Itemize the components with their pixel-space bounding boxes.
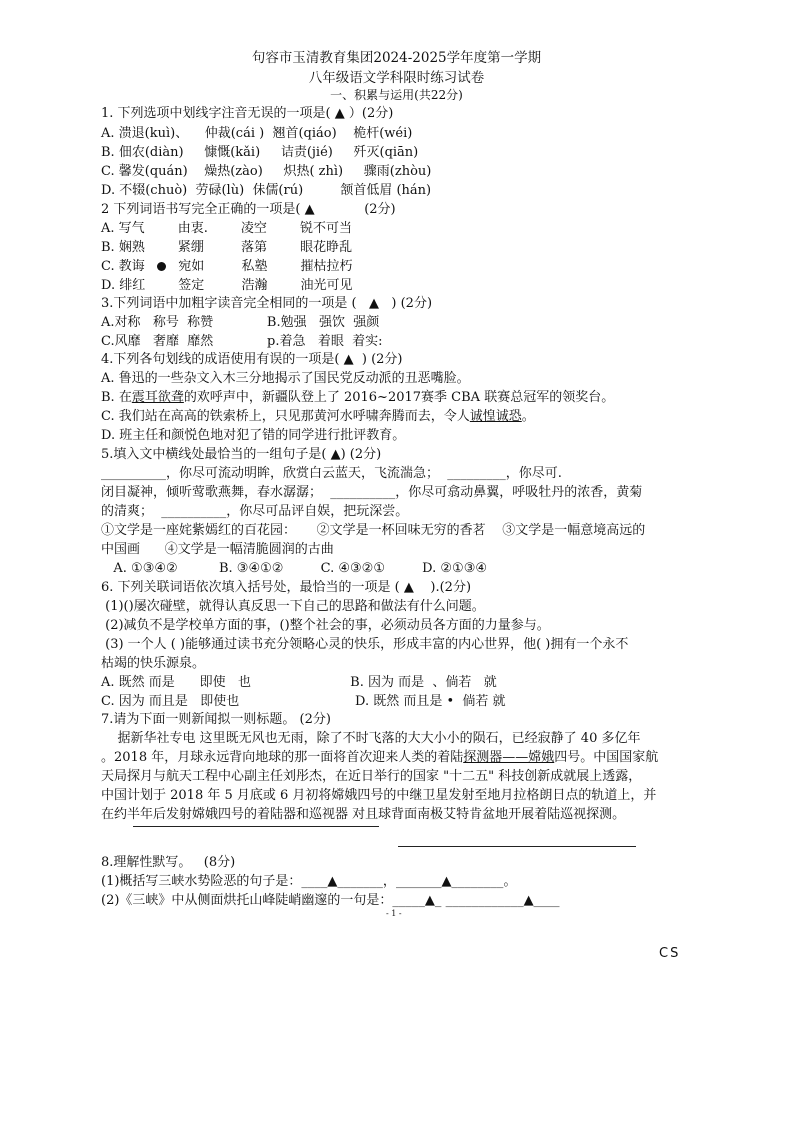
q1-option-c: C. 馨发(quán) 燥热(zào) 炽热( zhì) 骤雨(zhòu) <box>101 164 432 179</box>
q6-sentence-3: (3) 一个人 ( )能够通过读书充分领略心灵的快乐，形成丰富的内心世界，他( )拥有一个永不 <box>101 637 629 652</box>
q7-answer-line-2[interactable] <box>398 846 636 847</box>
q6-options-ab: A. 既然 而是 即使 也 B. 因为 而是 、倘若 就 <box>101 675 497 690</box>
q1-option-b: B. 佃农(diàn) 慷慨(kǎi) 诘责(jié) 歼灭(qiān) <box>101 145 419 160</box>
q7-l2-tail: 四号。中国国家航 <box>554 750 659 765</box>
q8-blank-3[interactable]: _____▲_ <box>392 893 442 908</box>
q4-b-idiom: 震耳欲聋 <box>131 390 184 405</box>
q5-line-4: ①文学是一座姹紫嫣红的百花园： ②文学是一杯回味无穷的香茗 ③文学是一幅意境高远的 <box>101 523 646 538</box>
q6-sentence-2: (2)减负不是学校单方面的事，()整个社会的事，必须动员各方面的力量参与。 <box>101 618 550 633</box>
q7-stem: 7.请为下面一则新闻拟一则标题。 (2分) <box>101 712 331 727</box>
q5-line-3: 的清爽； __________，你尽可品评自娱，把玩深尝。 <box>101 504 409 519</box>
q2-option-a: A. 写气 由衷. 凌空 锐不可当 <box>101 221 352 236</box>
q6-sentence-1: (1)()屡次碰壁，就得认真反思一下自己的思路和做法有什么问题。 <box>101 599 485 614</box>
scanner-watermark: CS <box>659 946 681 961</box>
q4-c-head: C. 我们站在高高的铁索桥上，只见那黄河水呼啸奔腾而去，令人 <box>101 409 470 424</box>
q4-option-d: D. 班主任和颜悦色地对犯了错的同学进行批评教育。 <box>101 428 406 443</box>
q4-stem: 4.下列各句划线的成语使用有误的一项是( ▲ ) (2分) <box>101 352 403 367</box>
q4-option-c <box>101 409 535 425</box>
q6-sentence-3-cont: 枯竭的快乐源泉。 <box>101 656 206 671</box>
q1-option-a: A. 溃退(kuì)、 仲裁(cái ) 翘首(qiáo) 桅杆(wéi) <box>101 126 413 141</box>
q8-blank-2[interactable]: _______▲________ <box>395 874 504 889</box>
q2-option-c-tail: 宛如 私塾 摧枯拉朽 <box>170 259 353 274</box>
bullet-dot-icon <box>157 262 166 271</box>
q7-news-line-2 <box>101 750 658 766</box>
q4-b-head: B. 在 <box>101 390 132 405</box>
q3-stem: 3.下列词语中加粗字读音完全相同的一项是 ( ▲ ) (2分) <box>101 296 433 311</box>
q7-l2-head: 。2018 年，月球永远背向地球的那一面将首次迎来人类的着陆 <box>101 750 464 765</box>
q2-stem: 2 下列词语书写完全正确的一项是( ▲ (2分) <box>101 202 396 217</box>
q4-c-tail: 。 <box>521 409 535 424</box>
q7-answer-line-1[interactable] <box>133 826 379 827</box>
q8-item-1-comma: ， <box>382 874 396 889</box>
exam-title-school: 句容市玉清教育集团2024-2025学年度第一学期 <box>251 50 542 66</box>
q8-blank-1[interactable]: ____▲_______ <box>301 874 383 889</box>
q5-line-5: 中国画 ④文学是一幅清脆圆润的古曲 <box>101 542 334 557</box>
q2-option-d: D. 绯红 签定 浩瀚 油光可见 <box>101 278 353 293</box>
q8-blank-4[interactable]: ____________▲____ <box>445 893 560 908</box>
q4-option-a: A. 鲁迅的一些杂文入木三分地揭示了国民党反动派的丑恶嘴脸。 <box>101 371 470 386</box>
q3-options-cd: C.风靡 奢靡 靡然 p.着急 着眼 着实: <box>101 334 383 349</box>
q5-line-1: __________，你尽可流动明眸，欣赏白云蓝天，飞流湍急； _________，你尽可. <box>101 466 562 481</box>
q8-item-1-end: 。 <box>503 874 517 889</box>
q7-news-line-4: 中国计划于 2018 年 5 月底或 6 月初将嫦娥四号的中继卫星发射至地月拉格朗日点的轨道上，并 <box>101 788 657 803</box>
q8-item-1 <box>101 874 516 890</box>
q6-options-cd: C. 因为 而且是 即使也 D. 既然 而且是 • 倘若 就 <box>101 694 506 709</box>
q3-options-ab: A.对称 称号 称赞 B.勉强 强饮 强颜 <box>101 315 380 330</box>
q1-option-d: D. 不辍(chuò) 劳碌(lù) 佅儒(rú) 颔首低眉 (hán) <box>101 183 432 198</box>
q8-item-2-prompt: (2)《三峡》中从侧面烘托山峰陡峭幽邃的一句是： <box>101 893 393 908</box>
q8-item-2 <box>101 893 560 909</box>
q8-item-1-prompt: (1)概括写三峡水势险恶的句子是： <box>101 874 302 889</box>
q1-stem: 1. 下列选项中划线字注音无误的一项是( ▲ ）(2分) <box>101 106 394 121</box>
section-heading: 一、积累与运用(共22分) <box>330 88 463 102</box>
q7-l2-underlined: 探测器——嫦娥 <box>463 750 555 765</box>
page-number: - 1 - <box>386 909 402 918</box>
q5-stem: 5.填入文中横线处最恰当的一组句子是( ▲) (2分) <box>101 447 382 462</box>
q2-option-c-head: C. 教诲 <box>101 259 154 274</box>
q5-options: A. ①③④② B. ③④①② C. ④③②① D. ②①③④ <box>101 561 488 576</box>
q7-news-line-1: 据新华社专电 这里既无风也无雨，除了不时飞落的大大小小的陨石，已经寂静了 40 多亿年 <box>101 731 641 746</box>
exam-title-subject: 八年级语文学科限时练习试卷 <box>308 70 485 86</box>
q6-stem: 6. 下列关联词语依次填入括号处，最恰当的一项是 ( ▲ ).(2分) <box>101 580 472 595</box>
q7-news-line-3: 天局探月与航天工程中心副主任刘彤杰，在近日举行的国家 "十二五" 科技创新成就展上透露， <box>101 769 642 784</box>
q7-news-line-5: 在约半年后发射嫦娥四号的着陆器和巡视器 对且球背面南极艾特肯盆地开展着陆巡视探测。 <box>101 807 626 822</box>
q4-c-idiom: 诚惶诚恐 <box>469 409 522 424</box>
q2-option-c <box>101 259 353 275</box>
q2-option-b: B. 娴熟 紧绷 落第 眼花睁乱 <box>101 240 353 255</box>
q5-line-2: 闭目凝神，倾听莺歌燕舞，春水潺潺； __________，你尽可翕动鼻翼，呼吸牡丹的浓香，黄菊 <box>101 485 643 500</box>
q4-option-b <box>101 390 614 406</box>
q4-b-tail: 的欢呼声中，新疆队登上了 2016~2017赛季 CBA 联赛总冠军的领奖台。 <box>183 390 615 405</box>
q8-stem: 8.理解性默写。 (8分) <box>101 855 236 870</box>
